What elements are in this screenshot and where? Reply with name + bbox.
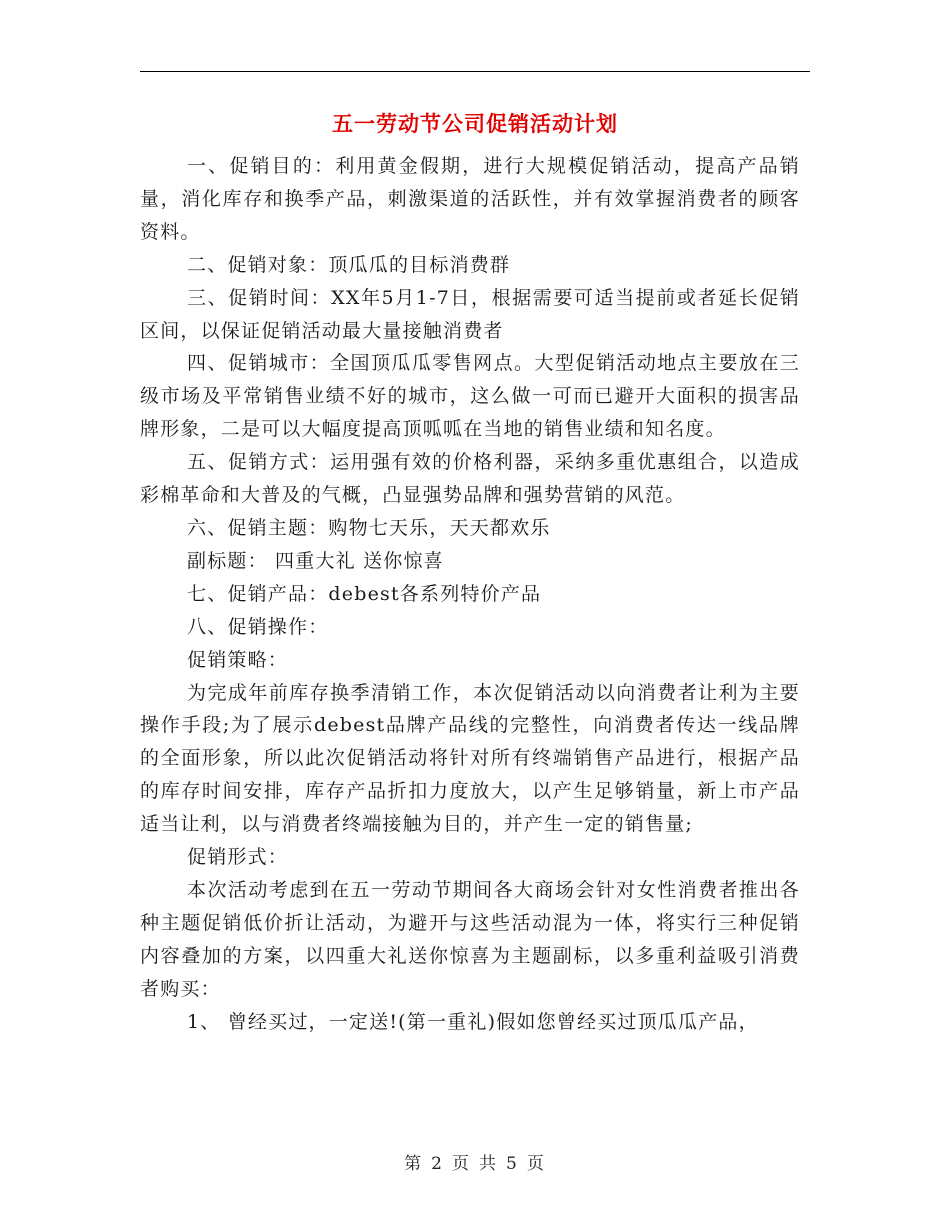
paragraph-strategy: 为完成年前库存换季清销工作，本次促销活动以向消费者让利为主要操作手段;为了展示debest品牌产品线的完整性，向消费者传达一线品牌的全面形象，所以此次促销活动将针对所有终端销售产品进行，根据产品的库存时间安排，库存产品折扣力度放大，以产生足够销量，新上市产品适当让利，以与消费者终端接触为目的，并产生一定的销售量; [140, 681, 800, 836]
footer-total-pages: 5 [506, 1154, 519, 1174]
paragraph-form: 本次活动考虑到在五一劳动节期间各大商场会针对女性消费者推出各种主题促销低价折让活动，为避开与这些活动混为一体，将实行三种促销内容叠加的方案，以四重大礼送你惊喜为主题副标，以多重利益吸引消费者购买： [140, 878, 800, 1000]
paragraph-target: 二、促销对象：顶瓜瓜的目标消费群 [187, 253, 511, 276]
document-title: 五一劳动节公司促销活动计划 [332, 112, 618, 136]
paragraph-form-heading: 促销形式： [187, 846, 289, 869]
paragraph-purpose: 一、促销目的：利用黄金假期，进行大规模促销活动，提高产品销量，消化库存和换季产品，刺激渠道的活跃性，并有效掌握消费者的顾客资料。 [140, 155, 800, 243]
footer-prefix: 第 [404, 1154, 424, 1174]
paragraph-strategy-heading: 促销策略： [187, 648, 289, 671]
document-body [140, 150, 800, 1038]
footer-page-unit: 页 [452, 1154, 471, 1174]
footer-total-word: 共 [479, 1154, 498, 1174]
paragraph-time: 三、促销时间：XX年5月1-7日，根据需要可适当提前或者延长促销区间，以保证促销活动最大量接触消费者 [140, 286, 800, 342]
paragraph-item-1: 1、 曾经买过，一定送!(第一重礼)假如您曾经买过顶瓜瓜产品， [187, 1010, 759, 1033]
footer-current-page: 2 [431, 1154, 444, 1174]
paragraph-operation: 八、促销操作： [187, 615, 329, 638]
paragraph-theme: 六、促销主题：购物七天乐，天天都欢乐 [187, 516, 551, 539]
paragraph-method: 五、促销方式：运用强有效的价格利器，采纳多重优惠组合，以造成彩棉革命和大普及的气概，凸显强势品牌和强势营销的风范。 [140, 451, 800, 507]
paragraph-city: 四、促销城市：全国顶瓜瓜零售网点。大型促销活动地点主要放在三级市场及平常销售业绩不好的城市，这么做一可而已避开大面积的损害品牌形象，二是可以大幅度提高顶呱呱在当地的销售业绩和知名度。 [140, 352, 800, 441]
header-rule [140, 71, 810, 72]
paragraph-subtitle: 副标题： 四重大礼 送你惊喜 [187, 549, 444, 572]
paragraph-product: 七、促销产品：debest各系列特价产品 [187, 582, 542, 605]
footer-total-unit: 页 [526, 1154, 546, 1174]
page-footer [0, 1152, 950, 1176]
